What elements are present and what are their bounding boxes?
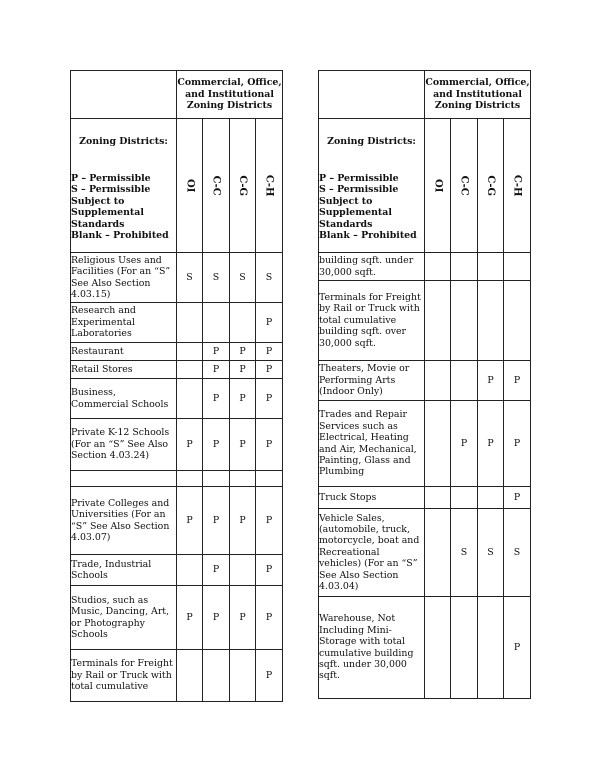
permission-cell-cc: P — [203, 419, 230, 471]
table-row — [71, 555, 283, 586]
permission-cell-cc — [451, 281, 478, 361]
land-use-cell — [71, 471, 177, 487]
zoning-table-left — [70, 70, 283, 702]
permission-cell-ch: S — [256, 253, 283, 303]
permission-cell-cg — [478, 487, 504, 509]
legend-line-p: P – Permissible — [319, 172, 399, 184]
header-row-group — [319, 71, 531, 119]
table-row — [319, 487, 531, 509]
land-use-cell: Private K-12 Schools (For an “S” See Also Section 4.03.24) — [71, 419, 177, 471]
table-row — [319, 281, 531, 361]
table-row — [71, 419, 283, 471]
permission-cell-ch: P — [504, 597, 531, 699]
header-blank-cell — [319, 71, 425, 119]
permission-cell-ch: P — [504, 401, 531, 487]
permission-cell-ch: P — [256, 487, 283, 555]
permission-cell-cc — [203, 650, 230, 702]
permission-cell-cg — [478, 281, 504, 361]
table-row — [71, 343, 283, 361]
permission-cell-cc — [203, 303, 230, 343]
table-row — [319, 597, 531, 699]
permission-cell-oi — [177, 361, 203, 379]
legend-cell — [71, 119, 177, 253]
legend-line-s: S – Permissible Subject to Supplemental Standards — [71, 184, 151, 230]
land-use-cell: Research and Experimental Laboratories — [71, 303, 177, 343]
permission-cell-ch: P — [256, 419, 283, 471]
permission-cell-cc: P — [451, 401, 478, 487]
column-header-ch: C-H — [504, 119, 531, 253]
district-group-header: Commercial, Office, and Institutional Zoning Districts — [177, 71, 283, 119]
permission-cell-oi — [425, 597, 451, 699]
header-blank-cell — [71, 71, 177, 119]
permission-cell-oi — [425, 361, 451, 401]
permission-cell-oi: P — [177, 586, 203, 650]
permission-cell-oi — [425, 487, 451, 509]
permission-cell-cc: P — [203, 586, 230, 650]
column-header-ch: C-H — [256, 119, 283, 253]
land-use-cell: Vehicle Sales, (automobile, truck, motorcycle, boat and Recreational vehicles) (For an “S” See Also Section 4.03.04) — [319, 509, 425, 597]
legend-cell — [319, 119, 425, 253]
zoning-table-right — [318, 70, 531, 699]
permission-cell-cc: P — [203, 555, 230, 586]
land-use-cell: building sqft. under 30,000 sqft. — [319, 253, 425, 281]
permission-cell-cc — [451, 361, 478, 401]
permission-cell-ch: P — [504, 361, 531, 401]
permission-cell-oi — [177, 471, 203, 487]
land-use-cell: Terminals for Freight by Rail or Truck with total cumulative — [71, 650, 177, 702]
permission-cell-cg — [230, 650, 256, 702]
table-row — [319, 401, 531, 487]
land-use-cell: Trades and Repair Services such as Electrical, Heating and Air, Mechanical, Painting, Glass and Plumbing — [319, 401, 425, 487]
permission-cell-oi — [177, 379, 203, 419]
land-use-cell: Studios, such as Music, Dancing, Art, or Photography Schools — [71, 586, 177, 650]
zoning-table-right-body — [319, 71, 531, 699]
table-row — [319, 361, 531, 401]
permission-cell-cc: P — [203, 343, 230, 361]
header-row-group — [71, 71, 283, 119]
permission-cell-ch: P — [256, 555, 283, 586]
permission-cell-ch: P — [256, 361, 283, 379]
legend-line-blank: Blank – Prohibited — [71, 230, 169, 242]
land-use-cell: Theaters, Movie or Performing Arts (Indoor Only) — [319, 361, 425, 401]
table-row — [71, 303, 283, 343]
header-row-legend — [71, 119, 283, 253]
permission-cell-cc — [203, 471, 230, 487]
zoning-table-left-body — [71, 71, 283, 702]
table-row — [71, 650, 283, 702]
permission-cell-cc — [451, 253, 478, 281]
permission-cell-cc: S — [203, 253, 230, 303]
permission-cell-oi — [177, 343, 203, 361]
land-use-cell: Private Colleges and Universities (For an “S” See Also Section 4.03.07) — [71, 487, 177, 555]
permission-cell-ch — [504, 253, 531, 281]
table-row — [71, 253, 283, 303]
table-row — [71, 379, 283, 419]
header-row-legend — [319, 119, 531, 253]
legend-line-s: S – Permissible Subject to Supplemental Standards — [319, 184, 399, 230]
permission-cell-ch: P — [504, 487, 531, 509]
permission-cell-oi — [425, 253, 451, 281]
district-group-header: Commercial, Office, and Institutional Zoning Districts — [425, 71, 531, 119]
permission-cell-oi — [177, 650, 203, 702]
permission-cell-cg: P — [230, 419, 256, 471]
permission-cell-cg — [478, 253, 504, 281]
permission-cell-ch: P — [256, 650, 283, 702]
column-header-cg: C-G — [230, 119, 256, 253]
permission-cell-ch — [256, 471, 283, 487]
land-use-cell: Warehouse, Not Including Mini-Storage with total cumulative building sqft. under 30,000 sqft. — [319, 597, 425, 699]
table-row — [71, 471, 283, 487]
permission-cell-ch: P — [256, 586, 283, 650]
column-header-cc: C-C — [203, 119, 230, 253]
permission-cell-oi: P — [177, 487, 203, 555]
land-use-cell: Restaurant — [71, 343, 177, 361]
land-use-cell: Retail Stores — [71, 361, 177, 379]
permission-cell-cc — [451, 597, 478, 699]
column-header-oi: OI — [177, 119, 203, 253]
permission-cell-oi — [177, 555, 203, 586]
legend-title: Zoning Districts: — [327, 135, 416, 147]
permission-cell-oi — [425, 281, 451, 361]
permission-cell-cc: P — [203, 361, 230, 379]
permission-cell-cc: P — [203, 487, 230, 555]
permission-cell-cc: S — [451, 509, 478, 597]
permission-cell-cg — [230, 555, 256, 586]
permission-cell-ch: P — [256, 303, 283, 343]
land-use-cell: Terminals for Freight by Rail or Truck with total cumulative building sqft. over 30,000 sqft. — [319, 281, 425, 361]
permission-cell-oi — [425, 509, 451, 597]
land-use-cell: Trade, Industrial Schools — [71, 555, 177, 586]
permission-cell-cg: P — [478, 401, 504, 487]
column-header-cg: C-G — [478, 119, 504, 253]
permission-cell-oi: P — [177, 419, 203, 471]
permission-cell-ch: P — [256, 379, 283, 419]
permission-cell-oi — [425, 401, 451, 487]
table-row — [319, 509, 531, 597]
permission-cell-cc — [451, 487, 478, 509]
permission-cell-cg: P — [230, 379, 256, 419]
table-row — [319, 253, 531, 281]
column-header-cc: C-C — [451, 119, 478, 253]
permission-cell-cc: P — [203, 379, 230, 419]
permission-cell-ch: P — [256, 343, 283, 361]
permission-cell-cg: S — [478, 509, 504, 597]
land-use-cell: Truck Stops — [319, 487, 425, 509]
legend-title: Zoning Districts: — [79, 135, 168, 147]
permission-cell-cg: P — [230, 361, 256, 379]
table-row — [71, 361, 283, 379]
legend-line-p: P – Permissible — [71, 172, 151, 184]
permission-cell-cg: P — [478, 361, 504, 401]
permission-cell-ch: S — [504, 509, 531, 597]
permission-cell-oi: S — [177, 253, 203, 303]
permission-cell-cg: S — [230, 253, 256, 303]
legend-line-blank: Blank – Prohibited — [319, 230, 417, 242]
column-header-oi: OI — [425, 119, 451, 253]
table-row — [71, 487, 283, 555]
permission-cell-cg: P — [230, 343, 256, 361]
land-use-cell: Business, Commercial Schools — [71, 379, 177, 419]
permission-cell-oi — [177, 303, 203, 343]
permission-cell-ch — [504, 281, 531, 361]
permission-cell-cg: P — [230, 487, 256, 555]
table-row — [71, 586, 283, 650]
permission-cell-cg: P — [230, 586, 256, 650]
permission-cell-cg — [230, 303, 256, 343]
permission-cell-cg — [478, 597, 504, 699]
land-use-cell: Religious Uses and Facilities (For an “S” See Also Section 4.03.15) — [71, 253, 177, 303]
permission-cell-cg — [230, 471, 256, 487]
